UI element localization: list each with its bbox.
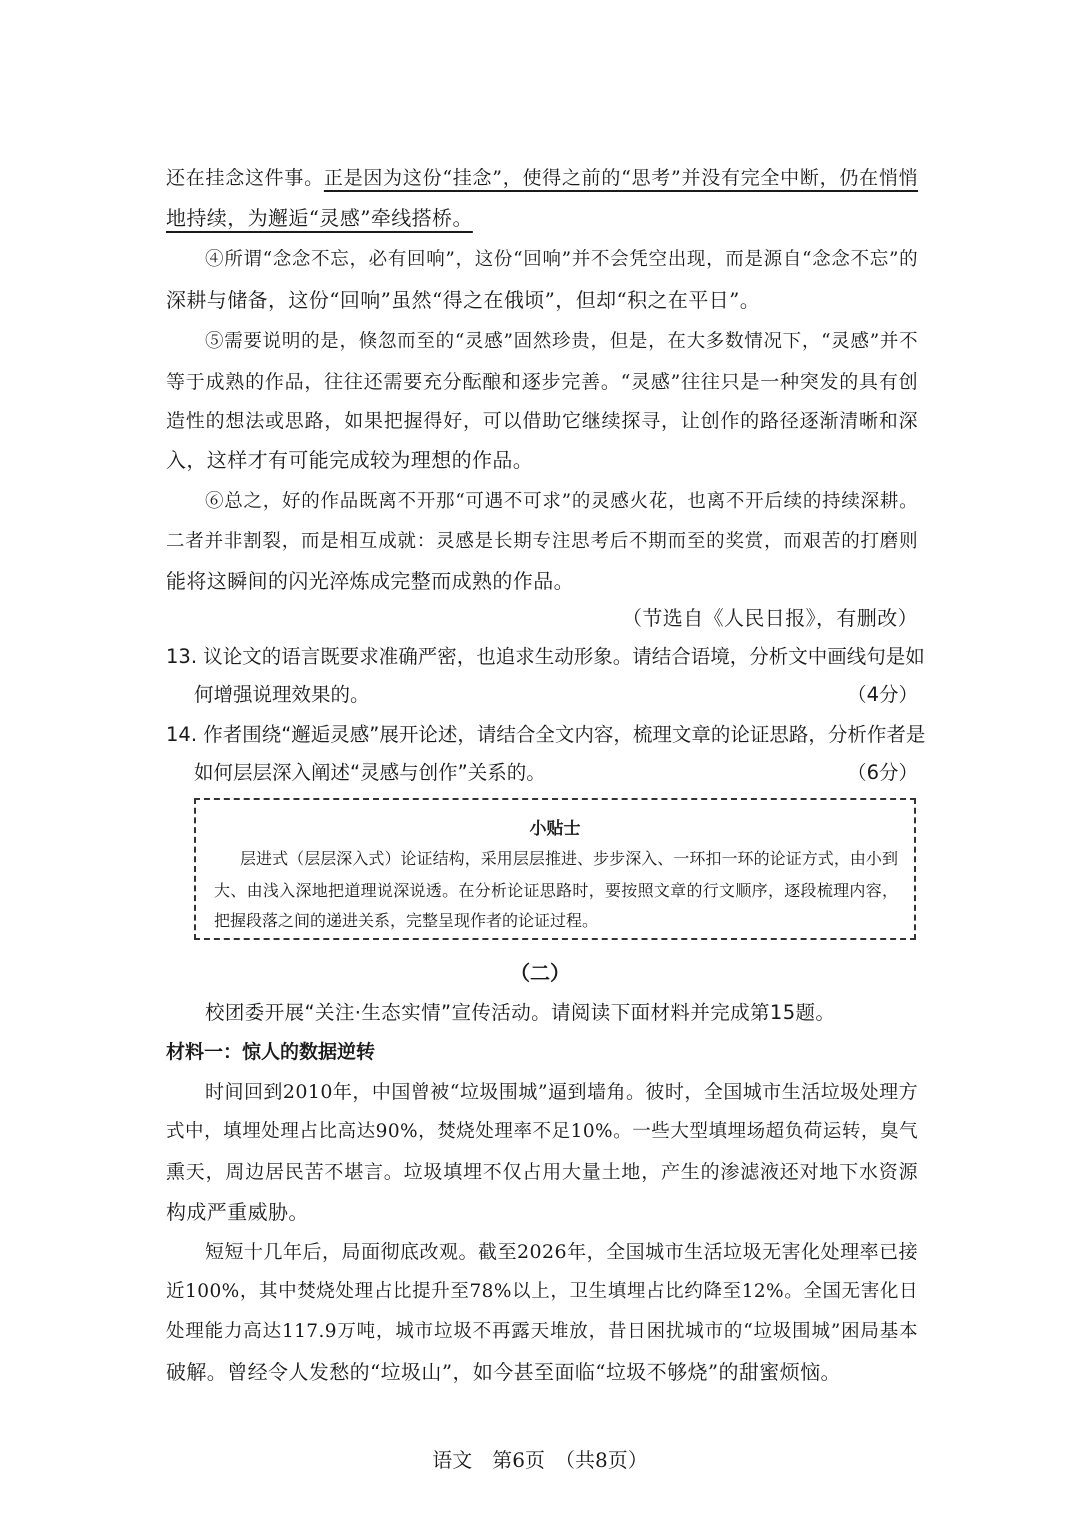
material-1-title: 材料一：惊人的数据逆转 <box>166 1041 376 1063</box>
material1-p1-line4: 构成严重威胁。 <box>166 1200 309 1224</box>
material1-p2-line4: 破解。曾经令人发愁的“垃圾山”，如今甚至面临“垃圾不够烧”的甜蜜烦恼。 <box>166 1360 841 1384</box>
material1-p1-line2: 式中，填埋处理占比高达90%，焚烧处理率不足10%。一些大型填埋场超负荷运转，臭气 <box>166 1121 918 1142</box>
para5-line3: 造性的想法或思路，如果把握得好，可以借助它继续探寻，让创作的路径逐渐清晰和深 <box>166 410 918 432</box>
question-13-line1 <box>166 642 925 672</box>
source-citation: （节选自《人民日报》，有删改） <box>622 606 918 630</box>
question-13-score: （4分） <box>847 683 918 706</box>
para4-line2: 深耕与储备，这份“回响”虽然“得之在俄顷”，但却“积之在平日”。 <box>166 288 761 312</box>
para5-line2: 等于成熟的作品，往往还需要充分酝酿和逐步完善。“灵感”往往只是一种突发的具有创 <box>166 371 918 393</box>
question-14-line1 <box>166 720 926 750</box>
underlined-sentence-part1: 正是因为这份“挂念”，使得之前的“思考”并没有完全中断，仍在悄悄 <box>323 167 919 189</box>
question-14-text-cont: 如何层层深入阐述“灵感与创作”关系的。 <box>194 761 546 784</box>
section-2-intro: 校团委开展“关注·生态实情”宣传活动。请阅读下面材料并完成第15题。 <box>205 1001 836 1024</box>
tip-line3: 把握段落之间的递进关系，完整呈现作者的论证过程。 <box>214 911 599 930</box>
material1-p1-line1: 时间回到2010年，中国曾被“垃圾围城”逼到墙角。彼时，全国城市生活垃圾处理方 <box>205 1081 918 1103</box>
tip-title: 小贴士 <box>529 819 581 839</box>
section-2-title: （二） <box>510 961 570 985</box>
material1-p1-line3: 熏天，周边居民苦不堪言。垃圾填埋不仅占用大量土地，产生的渗滤液还对地下水资源 <box>166 1161 918 1183</box>
para3-line2 <box>166 203 918 233</box>
question-14-text: 14. 作者围绕“邂逅灵感”展开论述，请结合全文内容，梳理文章的论证思路，分析作者是 <box>166 723 926 746</box>
para6-line1: ⑥总之，好的作品既离不开那“可遇不可求”的灵感火花，也离不开后续的持续深耕。 <box>205 491 918 512</box>
para3-plain-text: 还在挂念这件事。 <box>166 167 324 189</box>
question-14-line2 <box>194 758 918 788</box>
page-footer: 语文 第6页 （共8页） <box>432 1448 648 1472</box>
material1-p2-line3: 处理能力高达117.9万吨，城市垃圾不再露天堆放，昔日困扰城市的“垃圾围城”困局基本 <box>166 1321 918 1342</box>
material1-p2-line1: 短短十几年后，局面彻底改观。截至2026年，全国城市生活垃圾无害化处理率已接 <box>205 1241 918 1263</box>
tip-line2: 大、由浅入深地把道理说深说透。在分析论证思路时，要按照文章的行文顺序，逐段梳理内容， <box>214 881 898 900</box>
para6-line2: 二者并非割裂，而是相互成就：灵感是长期专注思考后不期而至的奖赏，而艰苦的打磨则 <box>166 531 918 552</box>
question-13-line2 <box>194 680 918 710</box>
para6-line3: 能将这瞬间的闪光淬炼成完整而成熟的作品。 <box>166 569 574 593</box>
para5-line1: ⑤需要说明的是，倏忽而至的“灵感”固然珍贵，但是，在大多数情况下，“灵感”并不 <box>205 331 918 352</box>
para3-line1 <box>166 163 918 193</box>
tip-box <box>194 798 916 940</box>
question-14-score: （6分） <box>847 761 918 784</box>
underlined-sentence-part2: 地持续，为邂逅“灵感”牵线搭桥。 <box>166 206 473 230</box>
material1-p2-line2: 近100%，其中焚烧处理占比提升至78%以上，卫生填埋占比约降至12%。全国无害化日 <box>166 1281 918 1302</box>
question-13-text: 13. 议论文的语言既要求准确严密，也追求生动形象。请结合语境，分析文中画线句是如 <box>166 645 925 668</box>
tip-line1: 层进式（层层深入式）论证结构，采用层层推进、步步深入、一环扣一环的论证方式，由小到 <box>240 849 898 868</box>
question-13-text-cont: 何增强说理效果的。 <box>194 683 370 706</box>
para4-line1: ④所谓“念念不忘，必有回响”，这份“回响”并不会凭空出现，而是源自“念念不忘”的 <box>205 249 918 270</box>
para5-line4: 入，这样才有可能完成较为理想的作品。 <box>166 448 534 472</box>
